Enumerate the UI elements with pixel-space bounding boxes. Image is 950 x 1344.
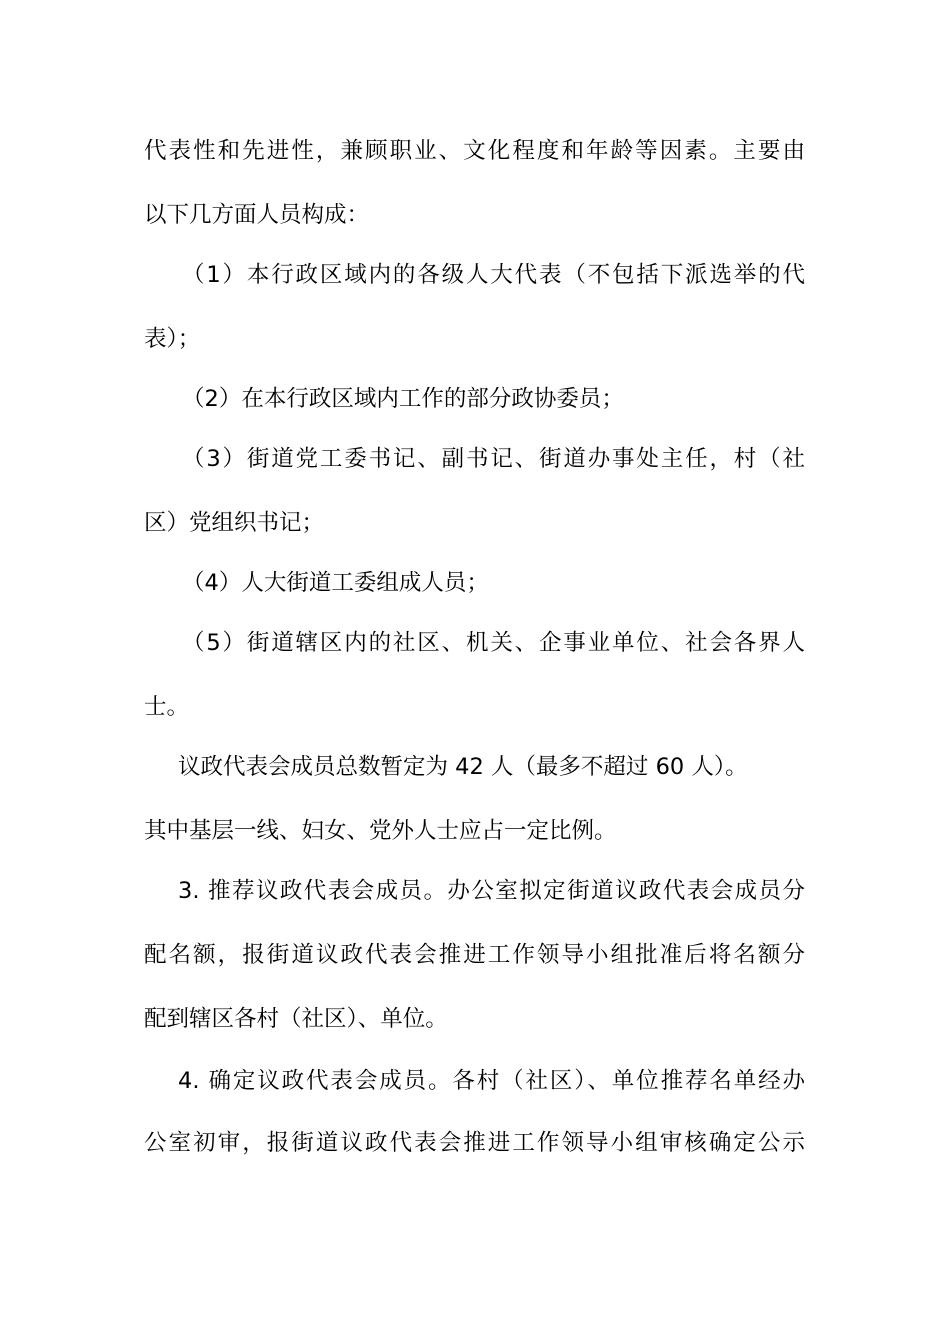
text-line-11: 议政代表会成员总数暂定为 42 人（最多不超过 60 人）。 — [178, 754, 748, 780]
text-line-7: 区）党组织书记； — [144, 510, 325, 536]
text-line-5: （2）在本行政区域内工作的部分政协委员； — [182, 386, 624, 412]
text-line-13: 3. 推荐议政代表会成员。办公室拟定街道议政代表会成员分 — [178, 878, 805, 904]
text-line-10: 士。 — [144, 694, 190, 720]
text-line-6: （3）街道党工委书记、副书记、街道办事处主任，村（社 — [182, 446, 805, 472]
text-line-3: （1）本行政区域内的各级人大代表（不包括下派选举的代 — [182, 262, 805, 288]
text-line-16: 4. 确定议政代表会成员。各村（社区）、单位推荐名单经办 — [178, 1068, 805, 1094]
text-line-1: 代表性和先进性，兼顾职业、文化程度和年龄等因素。主要由 — [144, 138, 805, 164]
text-line-2: 以下几方面人员构成： — [144, 202, 370, 228]
text-line-4: 表）； — [144, 326, 201, 352]
text-line-9: （5）街道辖区内的社区、机关、企事业单位、社会各界人 — [182, 630, 805, 656]
text-line-15: 配到辖区各村（社区）、单位。 — [144, 1006, 448, 1032]
text-line-8: （4）人大街道工委组成人员； — [182, 570, 489, 596]
text-line-14: 配名额，报街道议政代表会推进工作领导小组批准后将名额分 — [144, 942, 805, 968]
text-line-17: 公室初审，报街道议政代表会推进工作领导小组审核确定公示 — [144, 1130, 805, 1156]
text-line-12: 其中基层一线、妇女、党外人士应占一定比例。 — [144, 818, 617, 844]
